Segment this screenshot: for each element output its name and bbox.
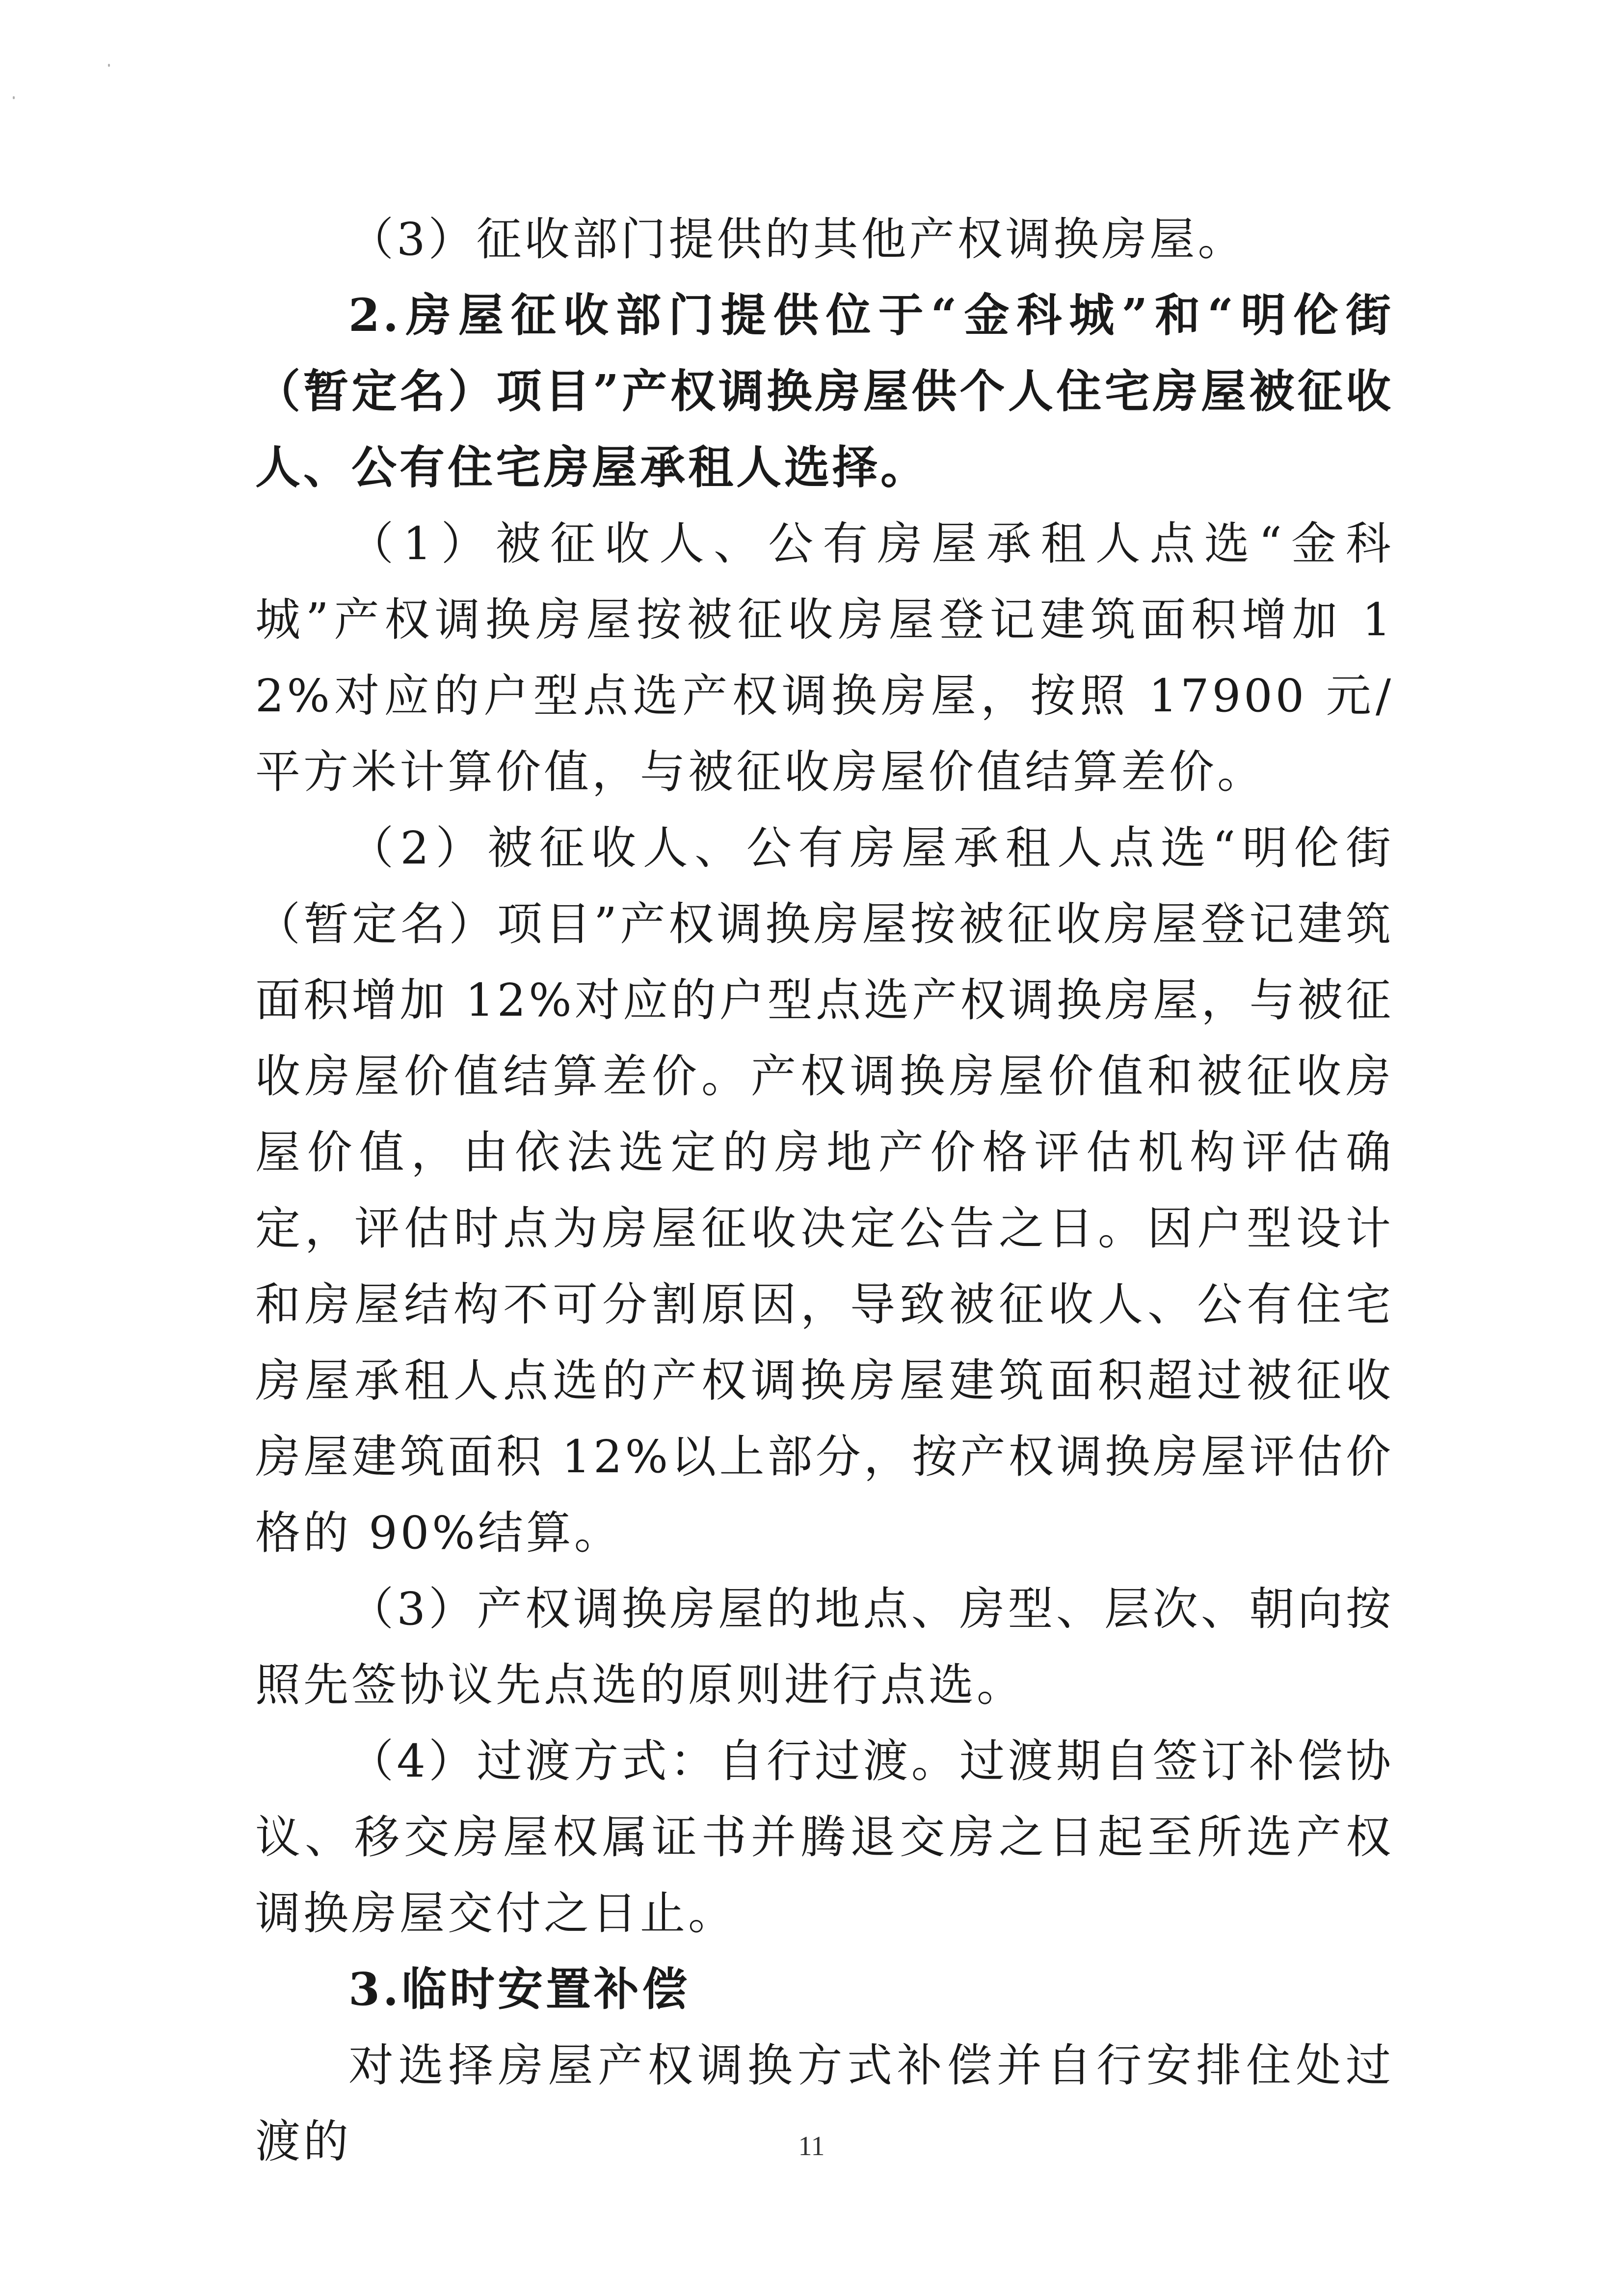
paragraph-temporary-resettlement: 对选择房屋产权调换方式补偿并自行安排住处过渡的 bbox=[255, 2039, 1394, 2168]
paragraph-item-3-other-housing: （3）征收部门提供的其他产权调换房屋。 bbox=[348, 213, 1246, 266]
paragraph-item-4-transition: （4）过渡方式：自行过渡。过渡期自签订补偿协议、移交房屋权属证书并腾退交房之日起至所选产权调换房屋交付之日止。 bbox=[255, 1735, 1394, 1940]
document-body bbox=[255, 201, 1394, 2180]
page-number: 11 bbox=[798, 2131, 825, 2161]
paragraph-item-1-jinkecheng: （1）被征收人、公有房屋承租人点选“金科城”产权调换房屋按被征收房屋登记建筑面积增加 12%对应的户型点选产权调换房屋，按照 17900 元/平方米计算价值，与被征收房屋价值结算差价。 bbox=[255, 517, 1394, 798]
scan-speck bbox=[108, 64, 110, 67]
paragraph-section-3-heading: 3.临时安置补偿 bbox=[348, 1963, 691, 2016]
scan-speck bbox=[13, 96, 15, 99]
paragraph-item-2-minglunjie: （2）被征收人、公有房屋承租人点选“明伦街（暂定名）项目”产权调换房屋按被征收房屋登记建筑面积增加 12%对应的户型点选产权调换房屋，与被征收房屋价值结算差价。产权调换房屋价值和被征收房屋价值，由依法选定的房地产价格评估机构评估确定，评估时点为房屋征收决定公告之日。因户型设计和房屋结构不可分割原因，导致被征收人、公有住宅房屋承租人点选的产权调换房屋建筑面积超过被征收房屋建筑面积 12%以上部分，按产权调换房屋评估价格的 90%结算。 bbox=[255, 822, 1394, 1559]
paragraph-section-2-heading: 2.房屋征收部门提供位于“金科城”和“明伦街（暂定名）项目”产权调换房屋供个人住宅房屋被征收人、公有住宅房屋承租人选择。 bbox=[255, 289, 1394, 494]
paragraph-item-3-selection-order: （3）产权调换房屋的地点、房型、层次、朝向按照先签协议先点选的原则进行点选。 bbox=[255, 1583, 1394, 1711]
